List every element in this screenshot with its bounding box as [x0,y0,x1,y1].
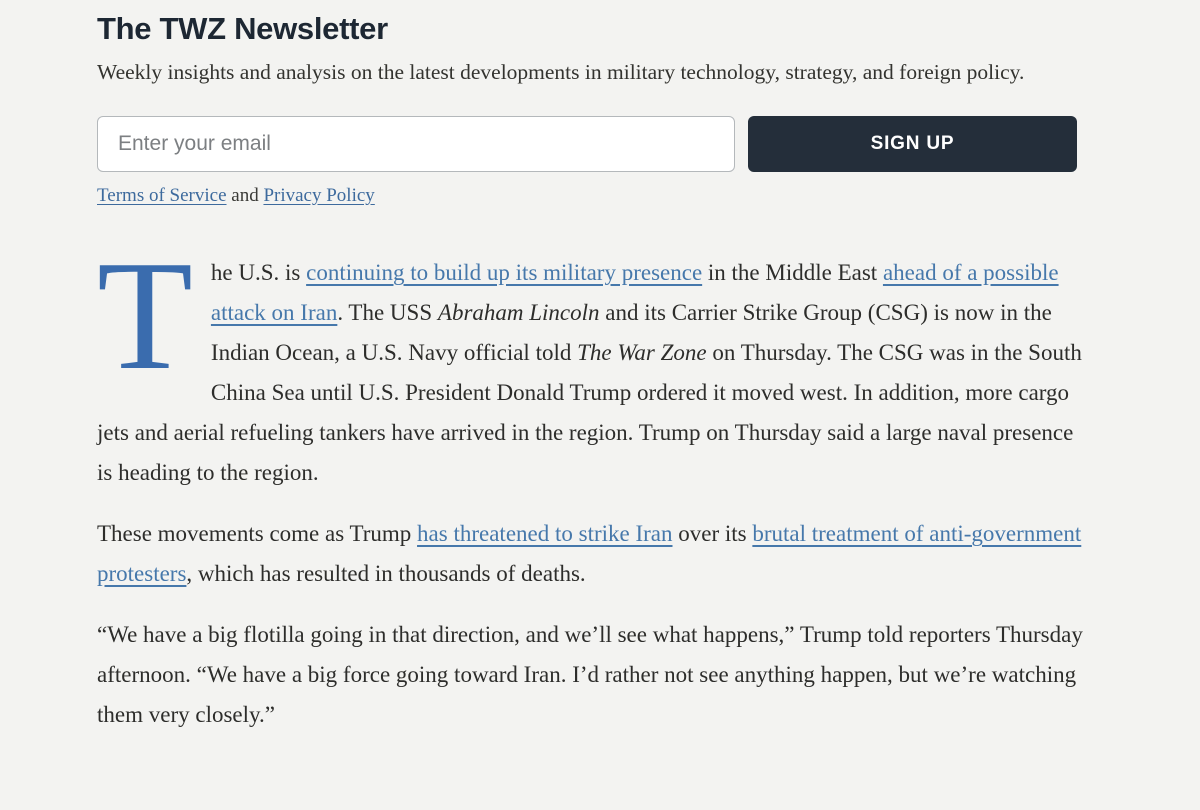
italic-text: The War Zone [577,340,707,365]
page-container [97,0,1092,735]
article-link[interactable]: continuing to build up its military presence [306,260,703,285]
article-body [97,228,1092,735]
email-input[interactable] [97,116,735,172]
text-run: “We have a big flotilla going in that direction, and we’ll see what happens,” Trump told reporters Thursday afternoon. “We have a big force going toward Iran. I’d rather not see anything happen, but we’re watching them very closely.” [97,622,1083,727]
article-link[interactable]: ahead of a possible attack on Iran [210,260,1059,325]
article-paragraph [97,228,1092,493]
terms-line [97,185,1092,207]
article-paragraph [97,514,1092,594]
terms-and-text: and [226,185,264,206]
newsletter-title: The TWZ Newsletter [97,11,388,46]
text-run: These movements come as Trump [97,521,418,546]
article-paragraph [97,615,1092,735]
text-run: he U.S. is [210,260,307,285]
text-run: in the Middle East [702,260,883,285]
text-run: over its [672,521,753,546]
newsletter-form [97,116,1092,172]
article-link[interactable]: has threatened to strike Iran [417,521,673,546]
drop-cap: T [97,228,193,402]
text-run: and its Carrier Strike Group (CSG) is now in the Indian Ocean, a U.S. Navy official told [210,300,1052,365]
terms-of-service-link[interactable]: Terms of Service [97,185,227,206]
privacy-policy-link[interactable]: Privacy Policy [263,185,375,206]
newsletter-section [97,0,1092,207]
newsletter-description: Weekly insights and analysis on the latest developments in military technology, strategy, and foreign policy. [97,60,1025,84]
signup-button[interactable]: SIGN UP [748,116,1077,172]
article-link[interactable]: brutal treatment of anti-government protesters [97,521,1082,586]
italic-text: Abraham Lincoln [437,300,600,325]
text-run: . The USS [337,300,438,325]
text-run: on Thursday. The CSG was in the South China Sea until U.S. President Donald Trump ordered it moved west. In addition, more cargo jets and aerial refueling tankers have arrived in the region. Trump on Thursday said a large naval presence is heading to the region. [97,340,1082,485]
text-run: , which has resulted in thousands of deaths. [186,561,586,586]
